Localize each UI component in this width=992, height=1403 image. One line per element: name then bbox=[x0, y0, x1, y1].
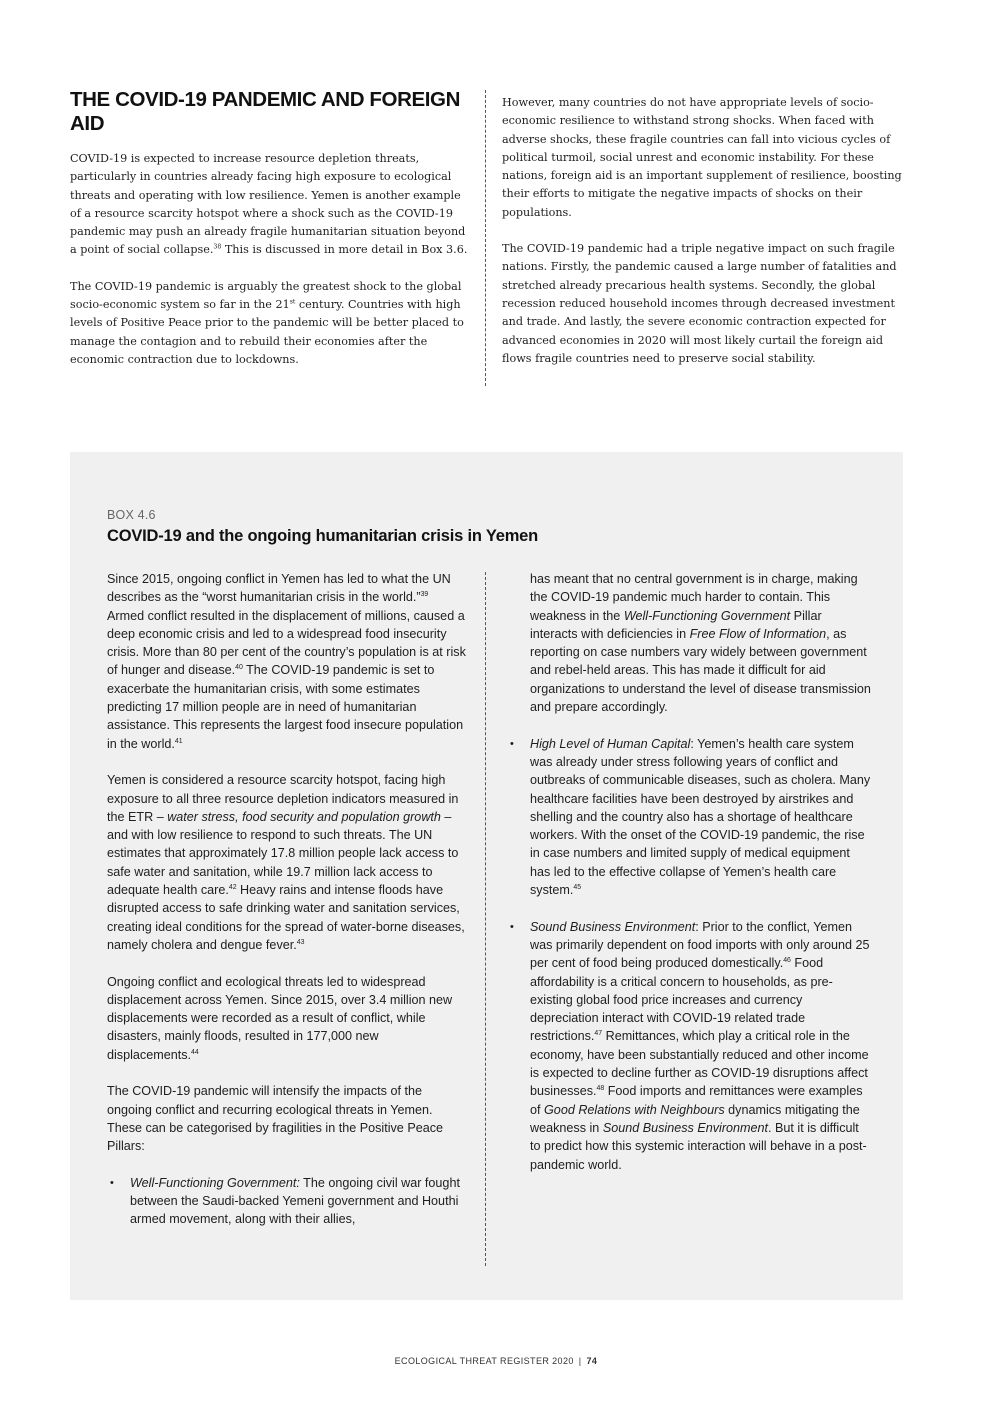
paragraph: Ongoing conflict and ecological threats led to widespread displacement across Yemen. Since 2015, over 3.4 million new displacements were recorded as a result of conflict, while disasters, mainly floods, resulted in 177,000 new displacements.$^{44}$ bbox=[107, 974, 453, 1062]
footnote-ref: 42 bbox=[228, 883, 237, 891]
box-right-column bbox=[507, 570, 872, 1174]
footnote-ref: 45 bbox=[573, 883, 582, 891]
footnote-ref: 48 bbox=[596, 1085, 605, 1093]
bullet-item: • High Level of Human Capital: Yemen’s health care system was already under stress following years of conflict and outbreaks of communicable diseases, such as cholera. Many healthcare facilities have been destroyed by airstrikes and shelling and the country also has a shortage of healthcare workers. With the onset of the COVID-19 pandemic, the rise in case numbers and limited supply of medical equipment has led to the effective collapse of Yemen’s health care system.$^{45}$ bbox=[507, 735, 872, 900]
section-left-column bbox=[70, 88, 470, 369]
box-left-column bbox=[107, 570, 467, 1229]
bullet-continuation: has meant that no central government is in charge, making the COVID-19 pandemic much harder to contain. This weakness in the Well-Functioning Government Pillar interacts with deficiencies in Free Flow of Information, as reporting on case numbers vary widely between government and rebel-held areas. This has made it difficult for aid organizations to understand the level of disease transmission and prepare accordingly. bbox=[530, 572, 871, 715]
page-number: 74 bbox=[586, 1356, 598, 1366]
paragraph: COVID-19 is expected to increase resource depletion threats, particularly in countries already facing high exposure to ecological threats and operating with low resilience. Yemen is another example of a resource scarcity hotspot where a shock such as the COVID-19 pandemic may push an already fragile humanitarian situation beyond a point of social collapse.$^{38}$ This is discussed in more detail in Box 3.6. bbox=[70, 152, 468, 257]
footnote-ref: 39 bbox=[420, 591, 429, 599]
paragraph: Yemen is considered a resource scarcity hotspot, facing high exposure to all three resource depletion indicators measured in the ETR – water stress, food security and population growth – and with low resilience to respond to such threats. The UN estimates that approximately 17.8 million people lack access to safe water and sanitation, while 19.7 million lack access to adequate health care.$^{42}$ Heavy rains and intense floods have disrupted access to safe drinking water and sanitation services, creating ideal conditions for the spread of water-borne diseases, namely cholera and dengue fever.$^{43}$ bbox=[107, 773, 465, 952]
footnote-ref: 38 bbox=[213, 243, 222, 251]
box-title: COVID-19 and the ongoing humanitarian crisis in Yemen bbox=[107, 527, 539, 545]
section-right-column bbox=[502, 94, 904, 368]
bullet-item: • Sound Business Environment: Prior to the conflict, Yemen was primarily dependent on food imports with only around 25 per cent of food being produced domestically.$^{46}$ Food affordability is a critical concern to households, as pre-existing global food price increases and currency depreciation interact with COVID-19 related trade restrictions.$^{47}$ Remittances, which play a critical role in the economy, have been substantially reduced and other income is expected to decline further as COVID-19 disruptions affect businesses.$^{48}$ Food imports and remittances were examples of Good Relations with Neighbours dynamics mitigating the weakness in Sound Business Environment. But it is difficult to predict how this systemic interaction will behave in a post-pandemic world. bbox=[507, 918, 872, 1174]
box-label: BOX 4.6 bbox=[107, 508, 156, 522]
paragraph: However, many countries do not have appropriate levels of socio-economic resilience to withstand strong shocks. When faced with adverse shocks, these fragile countries can fall into vicious cycles of political turmoil, social unrest and economic instability. For these nations, foreign aid is an important supplement of resilience, boosting their efforts to mitigate the negative impacts of shocks on their populations. bbox=[502, 96, 902, 219]
column-divider bbox=[485, 90, 486, 386]
footnote-ref: 43 bbox=[296, 938, 305, 946]
footnote-ref: 40 bbox=[235, 664, 243, 672]
foreign-aid-section bbox=[70, 88, 904, 388]
footnote-ref: 46 bbox=[783, 957, 791, 965]
box-4-6 bbox=[70, 452, 903, 1300]
footnote-ref: 44 bbox=[191, 1048, 199, 1056]
ordinal-suffix: st bbox=[289, 298, 296, 306]
paragraph: The COVID-19 pandemic will intensify the impacts of the ongoing conflict and recurring ecological threats in Yemen. These can be categorised by fragilities in the Positive Peace Pillars: bbox=[107, 1084, 444, 1154]
bullet-item: • Well-Functioning Government: The ongoing civil war fought between the Saudi-backed Yemeni government and Houthi armed movement, along with their allies, bbox=[107, 1174, 467, 1229]
footer-separator: | bbox=[578, 1356, 582, 1366]
paragraph: Since 2015, ongoing conflict in Yemen has led to what the UN describes as the “worst humanitarian crisis in the world.”$^{39}$ Armed conflict resulted in the displacement of millions, caused a deep economic crisis and led to a widespread food insecurity crisis. More than 80 per cent of the country’s population is at risk of hunger and disease.$^{40}$ The COVID-19 pandemic is set to exacerbate the humanitarian crisis, with some estimates predicting 17 million people are in need of humanitarian assistance. This represents the largest food insecure population in the world.$^{41}$ bbox=[107, 572, 466, 751]
paragraph: The COVID-19 pandemic is arguably the greatest shock to the global socio-economic system so far in the 21st century. Countries with high levels of Positive Peace prior to the pandemic will be better placed to manage the contagion and to rebuild their economies after the economic contraction due to lockdowns. bbox=[70, 279, 464, 366]
report-name: ECOLOGICAL THREAT REGISTER 2020 bbox=[394, 1356, 574, 1366]
paragraph: The COVID-19 pandemic had a triple negative impact on such fragile nations. Firstly, the pandemic caused a large number of fatalities and stretched already precarious health systems. Secondly, the global recession reduced household incomes through decreased investment and trade. And lastly, the severe economic contraction expected for advanced economies in 2020 will most likely curtail the foreign aid flows fragile countries need to preserve social stability. bbox=[502, 242, 897, 365]
footnote-ref: 41 bbox=[174, 737, 183, 745]
section-title: THE COVID-19 PANDEMIC AND FOREIGN AID bbox=[70, 88, 460, 135]
column-divider bbox=[485, 572, 486, 1266]
page-footer bbox=[0, 1356, 992, 1366]
footnote-ref: 47 bbox=[594, 1030, 603, 1038]
